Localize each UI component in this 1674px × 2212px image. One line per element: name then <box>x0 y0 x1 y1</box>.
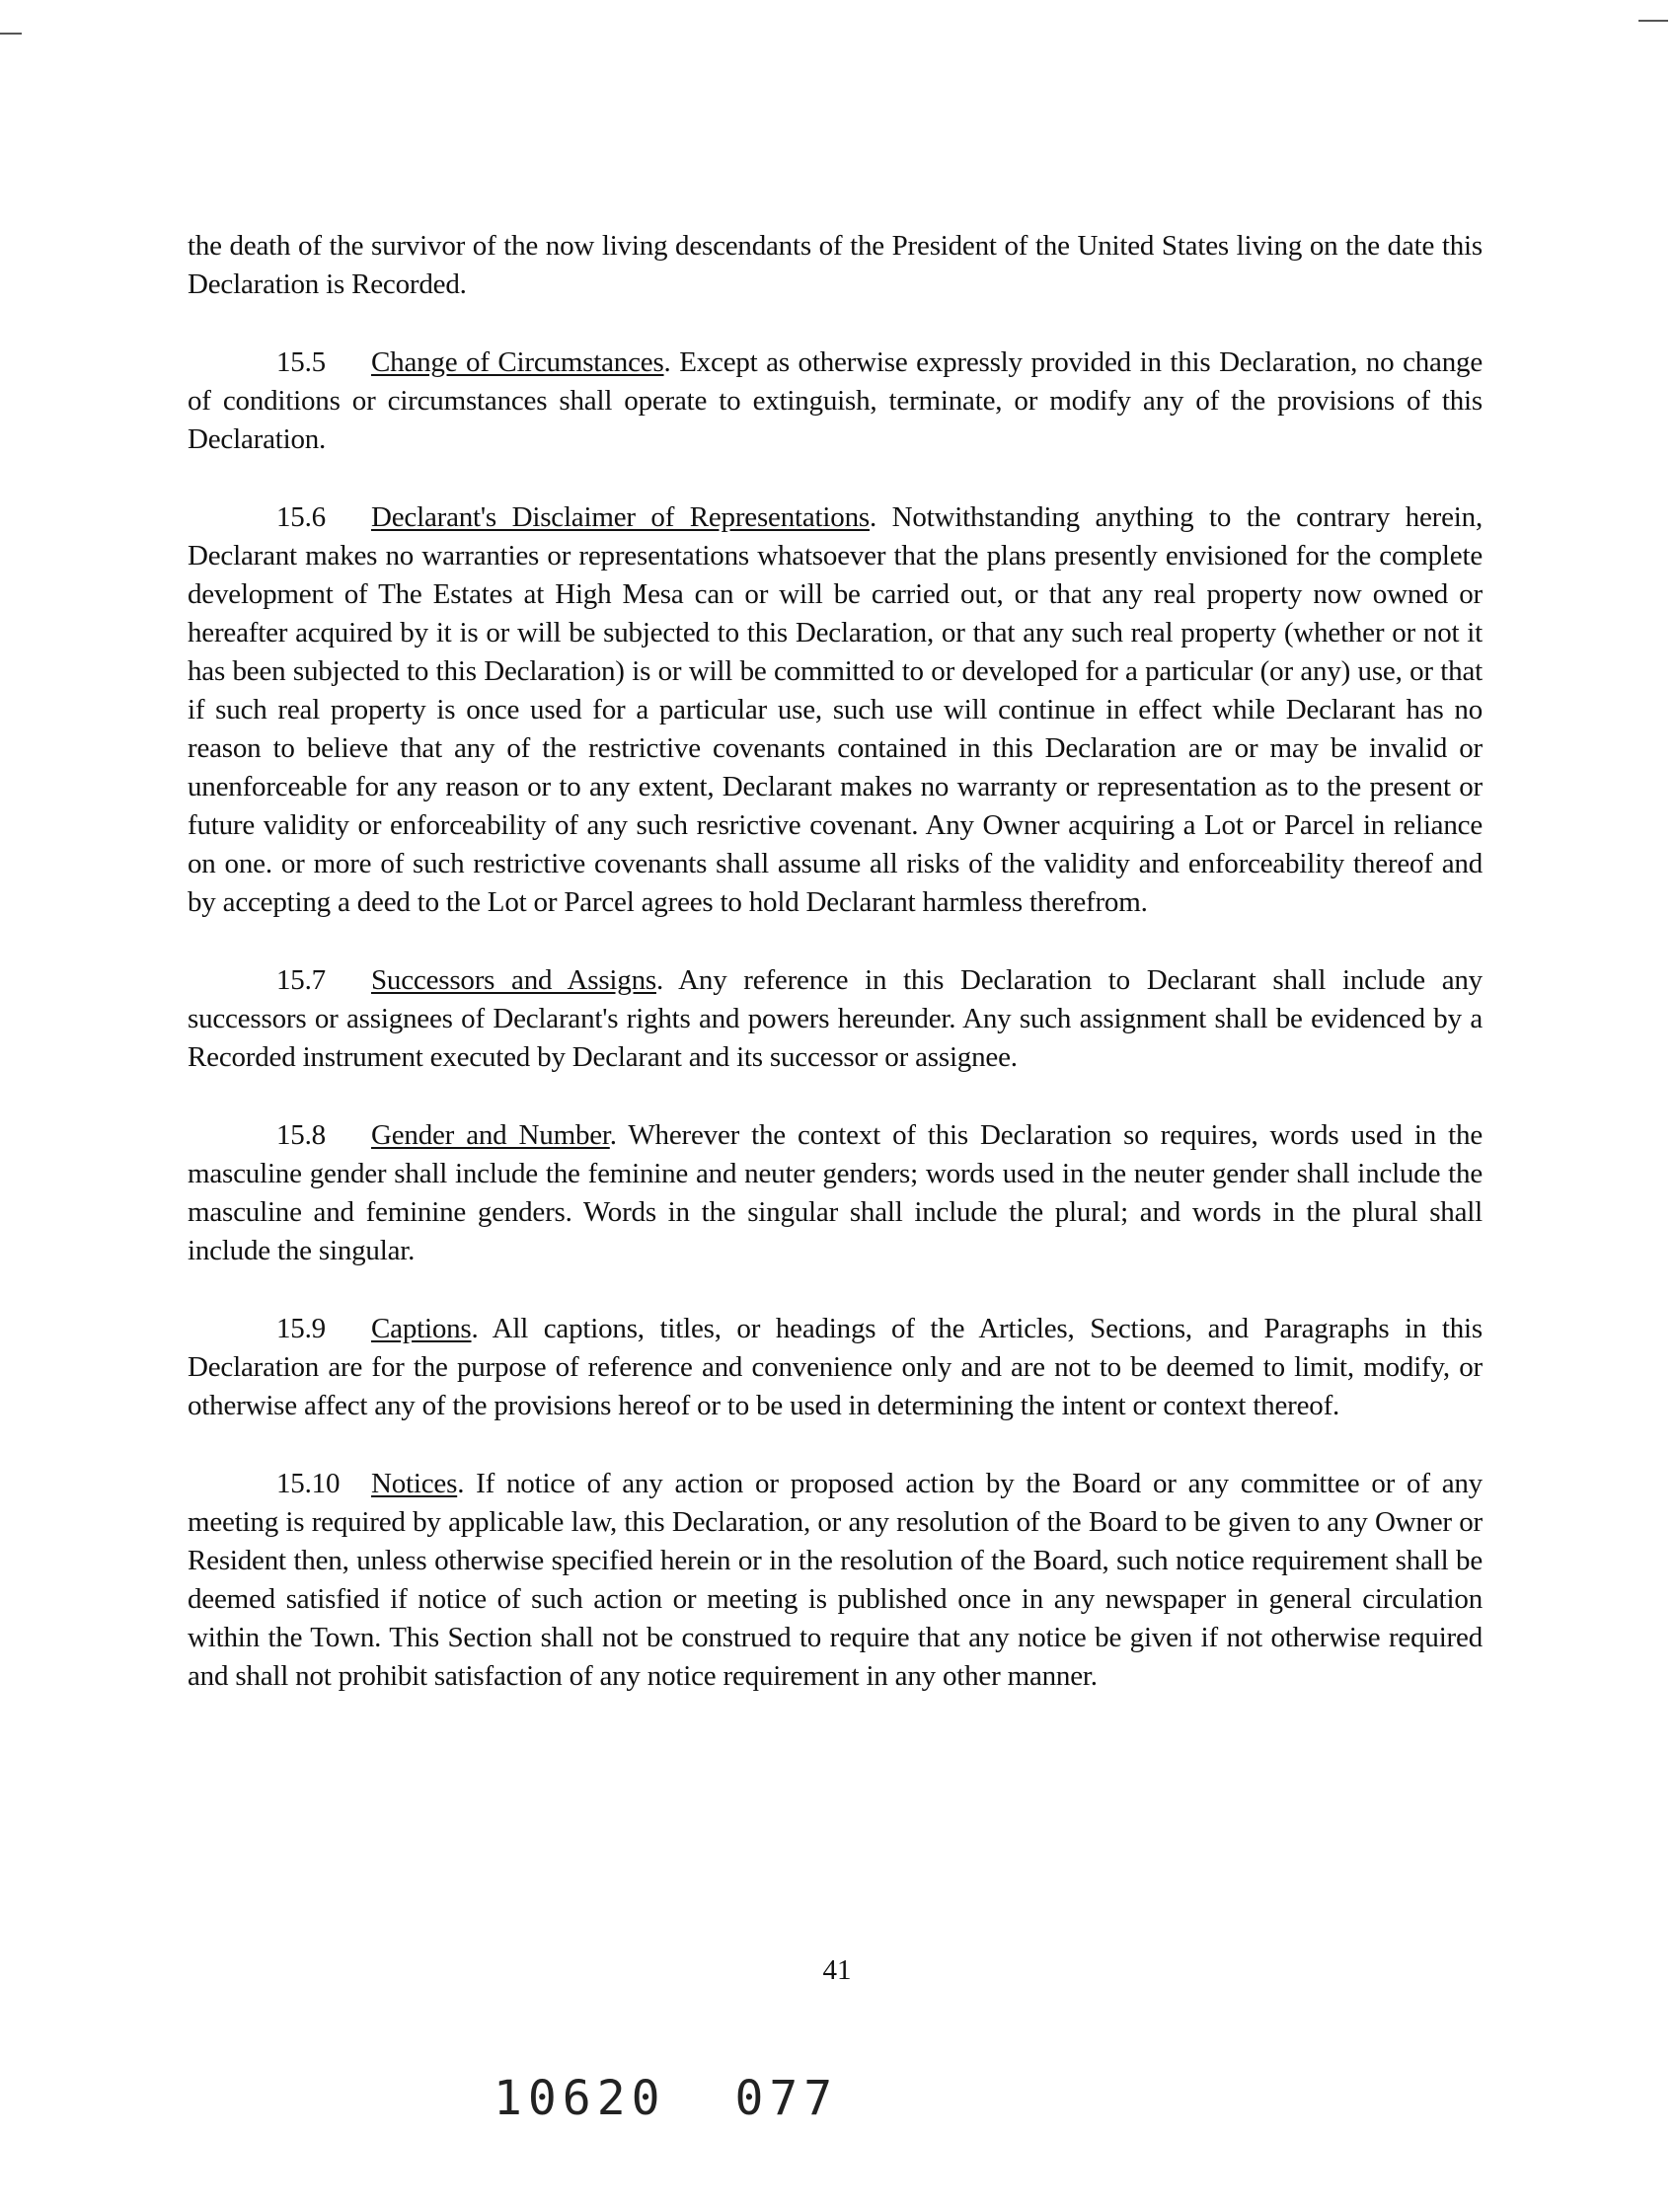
section-text: . If notice of any action or proposed action by the Board or any committee or of any meeting is required by applicable law, this Declaration, or any resolution of the Board to be given to any Owner or Resident then, unless otherwise specified herein or in the resolution of the Board, such notice requirement shall be deemed satisfied if notice of such action or meeting is published once in any newspaper in general circulation within the Town. This Section shall not be construed to require that any notice be given if not otherwise required and shall not prohibit satisfaction of any notice requirement in any other manner. <box>188 1468 1483 1692</box>
section-paragraph <box>188 961 1483 1077</box>
scan-edge-mark <box>1638 20 1668 22</box>
section-text: . Any reference in this Declaration to Declarant shall include any successors or assignees of Declarant's rights and powers hereunder. Any such assignment shall be evidenced by a Recorded instrument executed by Declarant and its successor or assignee. <box>188 964 1483 1073</box>
scan-edge-mark <box>0 33 22 35</box>
section-paragraph <box>188 1116 1483 1270</box>
section-15-9 <box>188 1310 1483 1425</box>
page-number: 41 <box>822 1954 852 1986</box>
section-number: 15.9 <box>276 1313 326 1344</box>
section-heading: Gender and Number <box>371 1119 610 1151</box>
section-number: 15.8 <box>276 1119 326 1151</box>
section-15-8 <box>188 1116 1483 1270</box>
section-number: 15.6 <box>276 501 326 533</box>
section-text: . All captions, titles, or headings of the Articles, Sections, and Paragraphs in this Declaration are for the purpose of reference and convenience only and are not to be deemed to limit, modify, or otherwise affect any of the provisions hereof or to be used in determining the intent or context thereof. <box>188 1313 1483 1421</box>
section-text: . Notwithstanding anything to the contrary herein, Declarant makes no warranties or representations whatsoever that the plans presently envisioned for the complete development of The Estates at High Mesa can or will be carried out, or that any real property now owned or hereafter acquired by it is or will be subjected to this Declaration, or that any such real property (whether or not it has been subjected to this Declaration) is or will be committed to or developed for a particular (or any) use, or that if such real property is once used for a particular use, such use will continue in effect while Declarant has no reason to believe that any of the restrictive covenants contained in this Declaration are or may be invalid or unenforceable for any reason or to any extent, Declarant makes no warranty or representation as to the present or future validity or enforceability of any such resrictive covenant. Any Owner acquiring a Lot or Parcel in reliance on one. or more of such restrictive covenants shall assume all risks of the validity and enforceability thereof and by accepting a deed to the Lot or Parcel agrees to hold Declarant harmless therefrom. <box>188 501 1483 918</box>
recording-stamp <box>494 2071 888 2126</box>
recording-book-number: 10620 <box>494 2071 666 2126</box>
section-text: . Except as otherwise expressly provided in this Declaration, no change of conditions or circumstances shall operate to extinguish, terminate, or modify any of the provisions of this Declaration. <box>188 346 1483 455</box>
section-paragraph <box>188 498 1483 922</box>
section-heading: Declarant's Disclaimer of Representations <box>371 501 870 533</box>
section-heading: Captions <box>371 1313 472 1344</box>
section-paragraph <box>188 1310 1483 1425</box>
section-15-6 <box>188 498 1483 922</box>
section-text: . Wherever the context of this Declaration so requires, words used in the masculine gender shall include the feminine and neuter genders; words used in the neuter gender shall include the masculine and feminine genders. Words in the singular shall include the plural; and words in the plural shall include the singular. <box>188 1119 1483 1266</box>
section-15-5 <box>188 343 1483 459</box>
intro-paragraph: the death of the survivor of the now living descendants of the President of the United States living on the date this Declaration is Recorded. <box>188 230 1483 300</box>
section-number: 15.5 <box>276 346 326 378</box>
section-heading: Successors and Assigns <box>371 964 656 996</box>
section-15-7 <box>188 961 1483 1077</box>
section-number: 15.10 <box>276 1468 341 1499</box>
section-paragraph <box>188 1465 1483 1696</box>
recording-page-number: 077 <box>734 2071 839 2126</box>
section-heading: Notices <box>371 1468 458 1499</box>
document-body <box>188 227 1483 1735</box>
section-number: 15.7 <box>276 964 326 996</box>
section-15-10 <box>188 1465 1483 1696</box>
section-paragraph <box>188 343 1483 459</box>
section-heading: Change of Circumstances <box>371 346 664 378</box>
